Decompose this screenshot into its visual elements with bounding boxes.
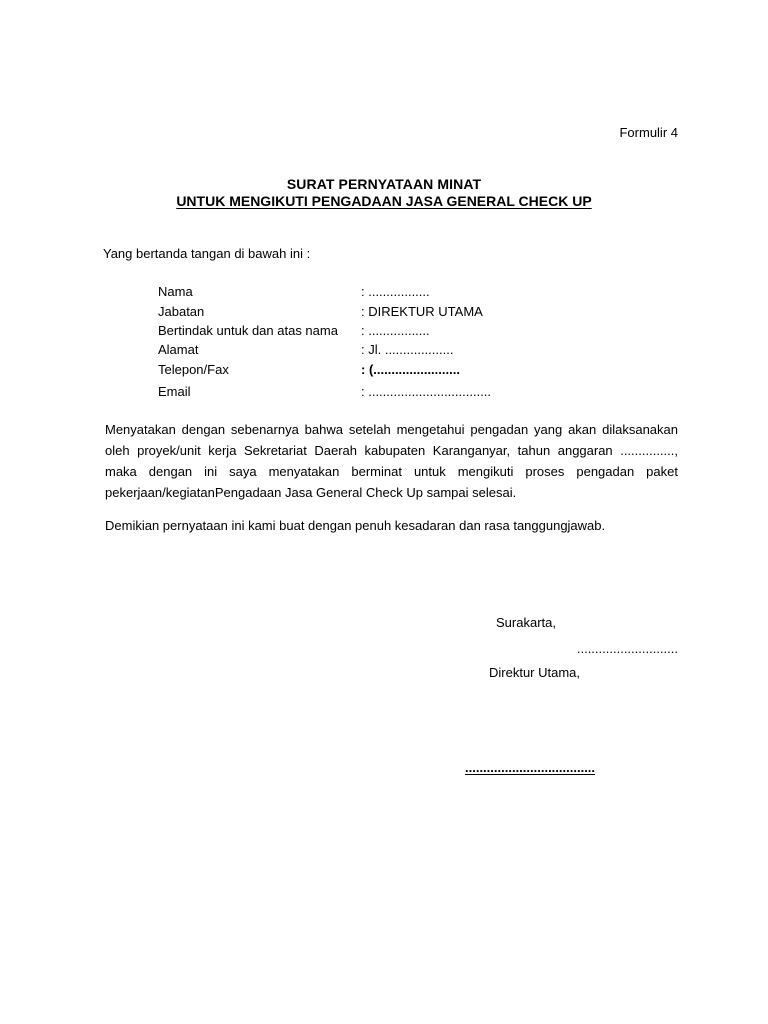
field-label-bertindak: Bertindak untuk dan atas nama xyxy=(158,323,338,338)
field-label-jabatan: Jabatan xyxy=(158,304,205,319)
signature-place: Surakarta, xyxy=(496,615,556,630)
field-value-email: : .................................. xyxy=(361,384,492,399)
signature-name: .................................... xyxy=(465,760,596,775)
field-value-bertindak: : ................. xyxy=(361,323,430,338)
field-label-telepon: Telepon/Fax xyxy=(158,362,229,377)
field-value-alamat: : Jl. ................... xyxy=(361,342,454,357)
intro-text: Yang bertanda tangan di bawah ini : xyxy=(103,246,311,261)
field-value-telepon: : (........................ xyxy=(361,362,460,377)
field-value-jabatan: : DIREKTUR UTAMA xyxy=(361,304,483,319)
field-label-nama: Nama xyxy=(158,284,193,299)
field-value-nama: : ................. xyxy=(361,284,430,299)
field-label-alamat: Alamat xyxy=(158,342,199,357)
signature-position: Direktur Utama, xyxy=(489,665,581,680)
statement-paragraph: Menyatakan dengan sebenarnya bahwa setelah mengetahui pengadan yang akan dilaksanakan oleh proyek/unit kerja Sekretariat Daerah kabupaten Karanganyar, tahun anggaran ..............., maka dengan ini saya menyatakan berminat untuk mengikuti proses pengadan paket pekerjaan/kegiatanPengadaan Jasa General Check Up sampai selesai. xyxy=(105,422,678,500)
closing-statement: Demikian pernyataan ini kami buat dengan penuh kesadaran dan rasa tanggungjawab. xyxy=(105,518,606,533)
document-title-line-1: SURAT PERNYATAAN MINAT xyxy=(286,176,482,192)
document-title-line-2-text: UNTUK MENGIKUTI PENGADAAN JASA GENERAL CHECK UP xyxy=(176,193,592,209)
document-title-line-2 xyxy=(0,193,768,209)
field-label-email: Email xyxy=(158,384,191,399)
signature-date: ............................ xyxy=(576,641,678,656)
form-number: Formulir 4 xyxy=(619,125,678,140)
